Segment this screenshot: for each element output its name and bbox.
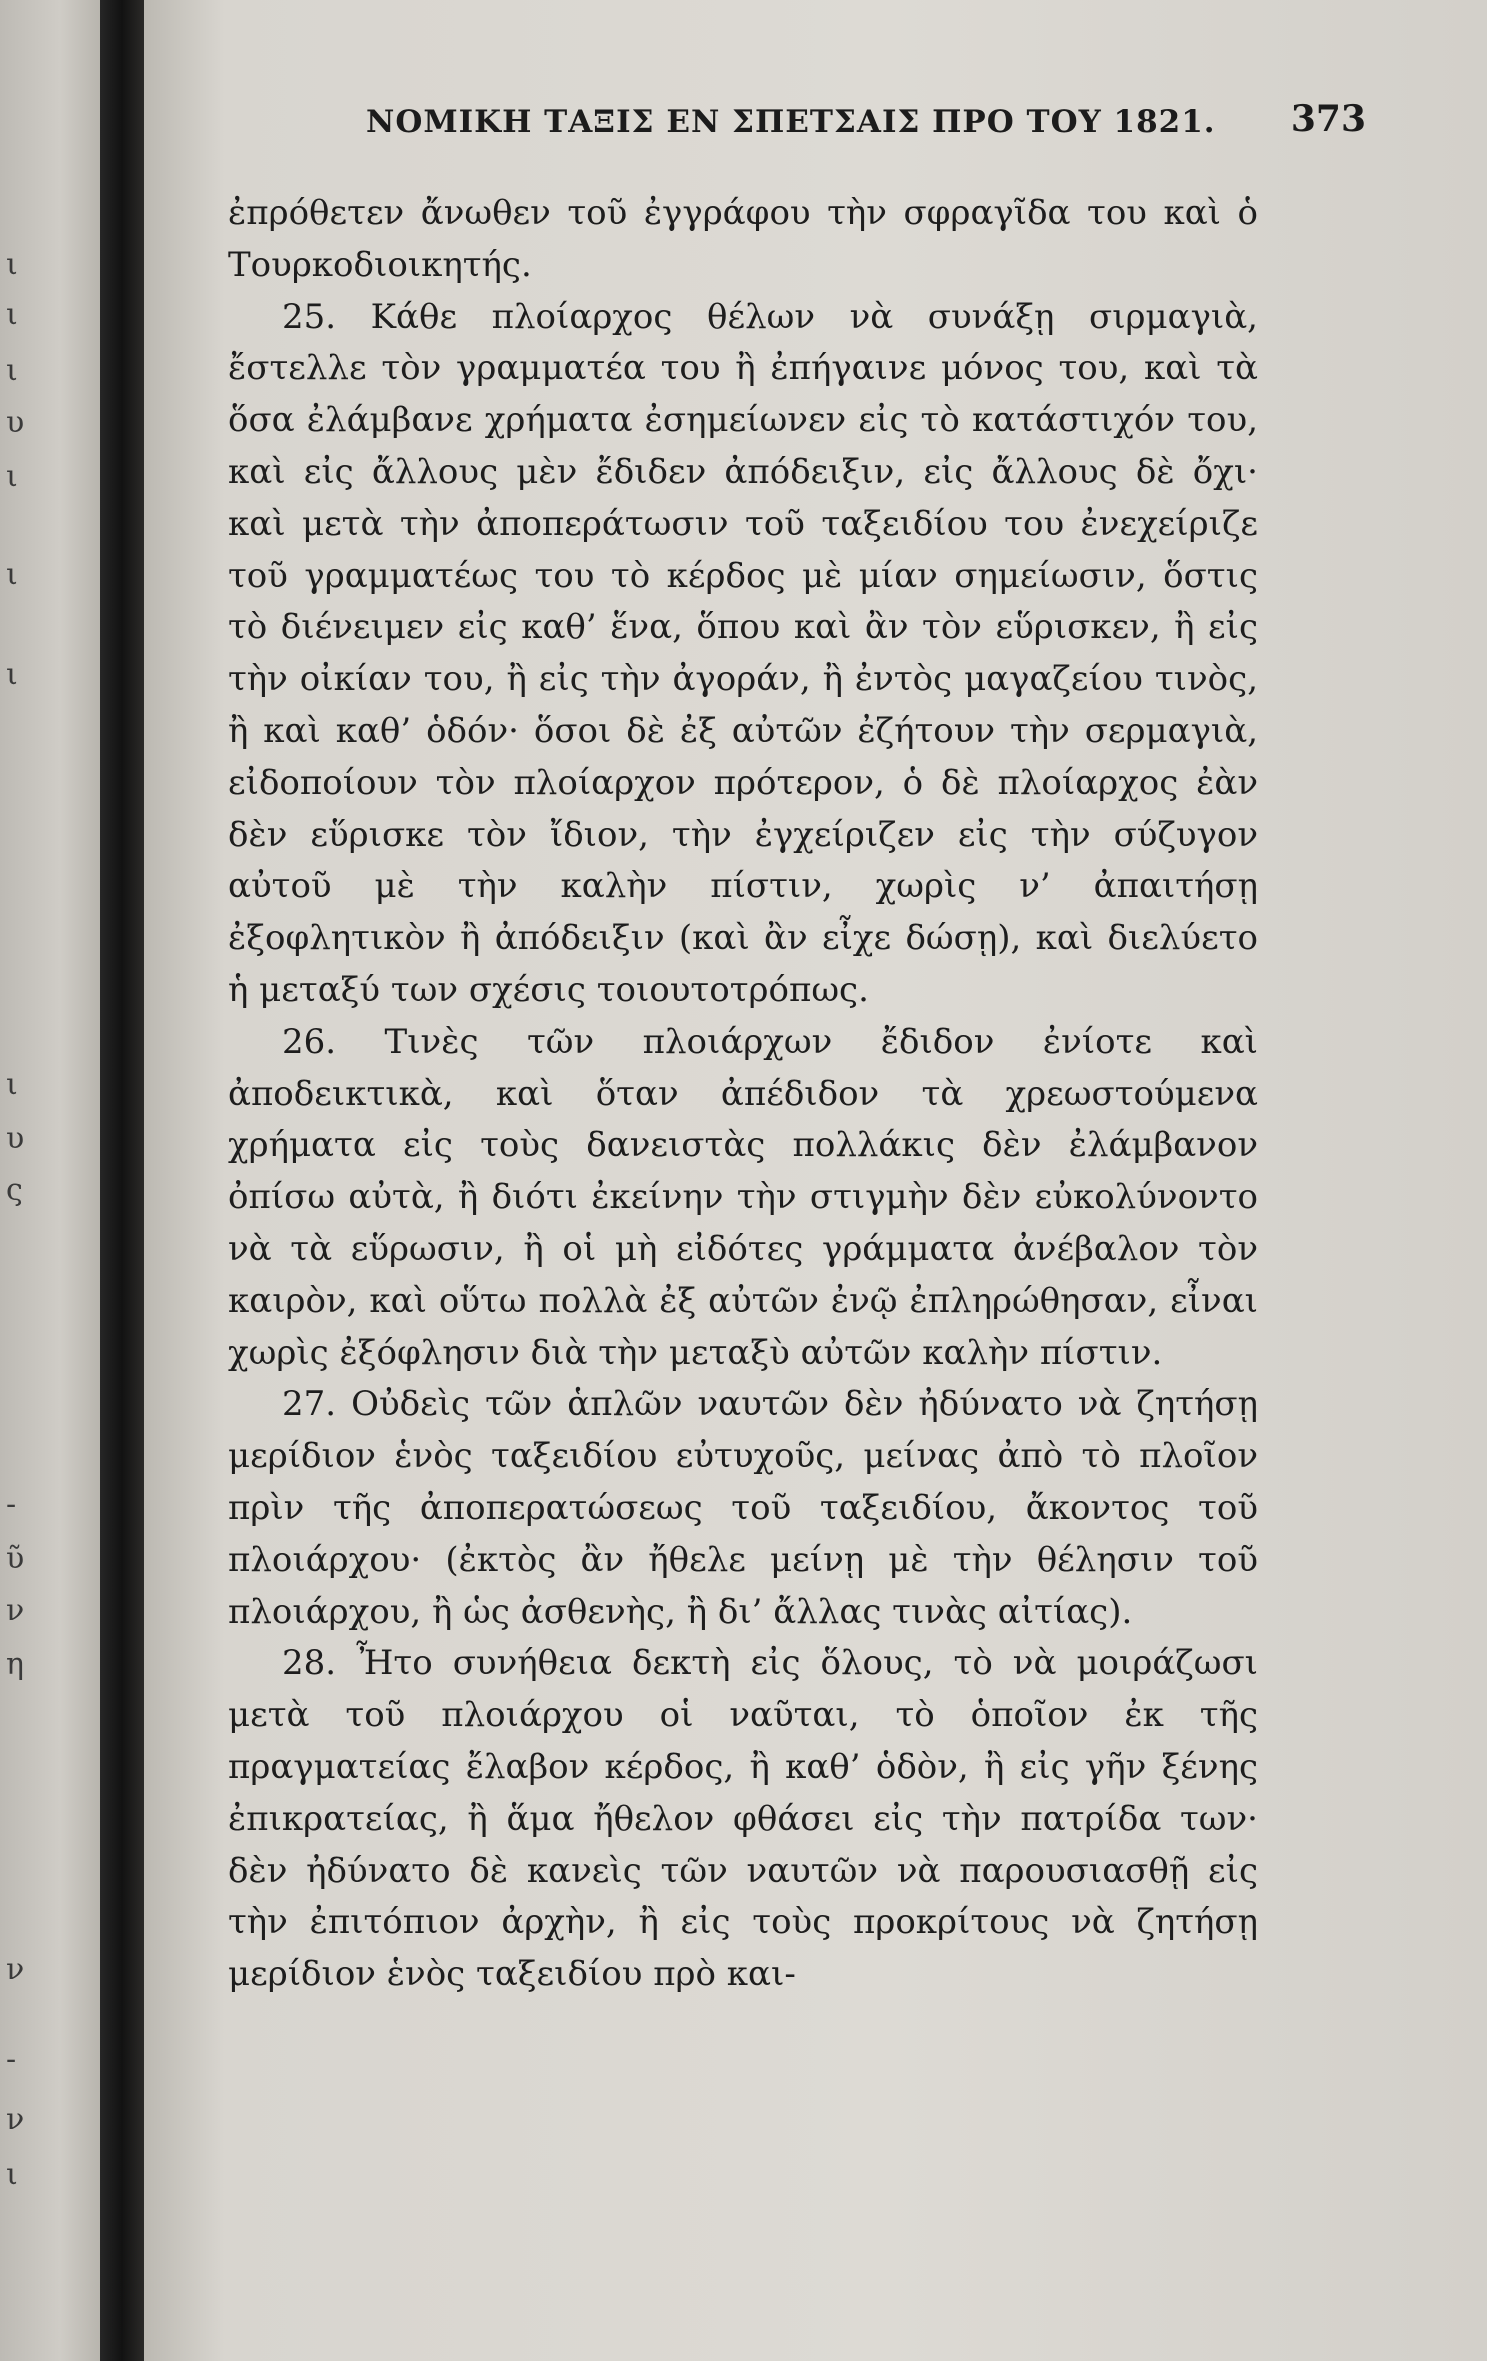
margin-mark: -	[6, 1487, 17, 1522]
margin-mark: ι	[6, 459, 18, 494]
margin-mark: ῦ	[6, 1541, 25, 1576]
margin-mark: υ	[6, 405, 25, 440]
margin-mark: υ	[6, 1121, 25, 1156]
body-text	[228, 188, 1258, 2001]
book-binding-gutter	[100, 0, 144, 2361]
paragraph-26: 26. Τινὲς τῶν πλοιάρχων ἔδιδον ἐνίοτε καὶ ἀποδεικτικὰ, καὶ ὅταν ἀπέδιδον τὰ χρεωστούμενα χρήματα εἰς τοὺς δανειστὰς πολλάκις δὲν ἐλάμβανον ὀπίσω αὐτὰ, ἢ διότι ἐκείνην τὴν στιγμὴν δὲν εὐκολύνοντο νὰ τὰ εὕρωσιν, ἢ οἱ μὴ εἰδότες γράμματα ἀνέβαλον τὸν καιρὸν, καὶ οὕτω πολλὰ ἐξ αὐτῶν ἐνῷ ἐπληρώθησαν, εἶναι χωρὶς ἐξόφλησιν διὰ τὴν μεταξὺ αὐτῶν καλὴν πίστιν.	[228, 1021, 1258, 1373]
margin-mark: ν	[6, 2102, 25, 2137]
margin-mark: ς	[6, 1173, 23, 1208]
facing-page-edge	[0, 0, 100, 2361]
margin-mark: ι	[6, 353, 18, 388]
margin-mark: ι	[6, 557, 18, 592]
margin-mark: ι	[6, 297, 18, 332]
margin-mark: ν	[6, 1952, 25, 1987]
running-head: ΝΟΜΙΚΗ ΤΑΞΙΣ ΕΝ ΣΠΕΤΣΑΙΣ ΠΡΟ ΤΟΥ 1821.	[366, 104, 1216, 140]
paragraph-27: 27. Οὐδεὶς τῶν ἁπλῶν ναυτῶν δὲν ἠδύνατο νὰ ζητήσῃ μερίδιον ἑνὸς ταξειδίου εὐτυχοῦς, μείνας ἀπὸ τὸ πλοῖον πρὶν τῆς ἀποπερατώσεως τοῦ ταξειδίου, ἄκοντος τοῦ πλοιάρχου· (ἐκτὸς ἂν ἤθελε μείνῃ μὲ τὴν θέλησιν τοῦ πλοιάρχου, ἢ ὡς ἀσθενὴς, ἢ δι’ ἄλλας τινὰς αἰτίας).	[228, 1384, 1258, 1632]
margin-mark: ν	[6, 1593, 25, 1628]
paragraph-continued: ἐπρόθετεν ἄνωθεν τοῦ ἐγγράφου τὴν σφραγῖδα του καὶ ὁ Τουρκοδιοικητής.	[228, 193, 1258, 285]
margin-mark: ι	[6, 1067, 18, 1102]
paragraph-25: 25. Κάθε πλοίαρχος θέλων νὰ συνάξῃ σιρμαγιὰ, ἔστελλε τὸν γραμματέα του ἢ ἐπήγαινε μόνος του, καὶ τὰ ὅσα ἐλάμβανε χρήματα ἐσημείωνεν εἰς τὸ κατάστιχόν του, καὶ εἰς ἄλλους μὲν ἔδιδεν ἀπόδειξιν, εἰς ἄλλους δὲ ὄχι· καὶ μετὰ τὴν ἀποπεράτωσιν τοῦ ταξειδίου του ἐνεχείριζε τοῦ γραμματέως του τὸ κέρδος μὲ μίαν σημείωσιν, ὅστις τὸ διένειμεν εἰς καθ’ ἕνα, ὅπου καὶ ἂν τὸν εὕρισκεν, ἢ εἰς τὴν οἰκίαν του, ἢ εἰς τὴν ἀγοράν, ἢ ἐντὸς μαγαζείου τινὸς, ἢ καὶ καθ’ ὁδόν· ὅσοι δὲ ἐξ αὐτῶν ἐζήτουν τὴν σερμαγιὰ, εἰδοποίουν τὸν πλοίαρχον πρότερον, ὁ δὲ πλοίαρχος ἐὰν δὲν εὕρισκε τὸν ἴδιον, τὴν ἐγχείριζεν εἰς τὴν σύζυγον αὐτοῦ μὲ τὴν καλὴν πίστιν, χωρὶς ν’ ἀπαιτήσῃ ἐξοφλητικὸν ἢ ἀπόδειξιν (καὶ ἂν εἶχε δώσῃ), καὶ διελύετο ἡ μεταξύ των σχέσις τοιουτοτρόπως.	[228, 296, 1258, 1010]
page-number: 373	[1290, 98, 1366, 140]
margin-mark: η	[6, 1647, 24, 1682]
paragraph-28: 28. Ἦτο συνήθεια δεκτὴ εἰς ὅλους, τὸ νὰ μοιράζωσι μετὰ τοῦ πλοιάρχου οἱ ναῦται, τὸ ὁποῖον ἐκ τῆς πραγματείας ἔλαβον κέρδος, ἢ καθ’ ὁδὸν, ἢ εἰς γῆν ξένης ἐπικρατείας, ἢ ἅμα ἤθελον φθάσει εἰς τὴν πατρίδα των· δὲν ἠδύνατο δὲ κανεὶς τῶν ναυτῶν νὰ παρουσιασθῇ εἰς τὴν ἐπιτόπιον ἀρχὴν, ἢ εἰς τοὺς προκρίτους νὰ ζητήσῃ μερίδιον ἑνὸς ταξειδίου πρὸ και-	[228, 1643, 1258, 1995]
margin-mark: ι	[6, 2157, 18, 2192]
facing-page-margin-marks	[6, 0, 36, 2361]
page-header	[366, 98, 1366, 164]
margin-mark: -	[6, 2042, 17, 2077]
margin-mark: ι	[6, 247, 18, 282]
margin-mark: ι	[6, 657, 18, 692]
book-page	[144, 0, 1487, 2361]
